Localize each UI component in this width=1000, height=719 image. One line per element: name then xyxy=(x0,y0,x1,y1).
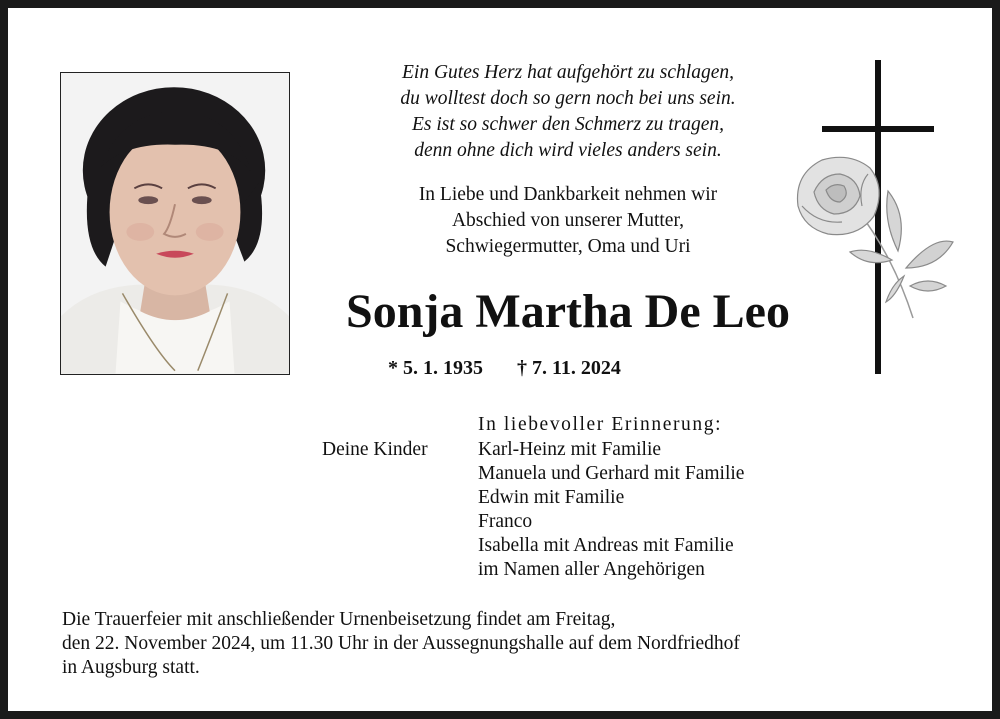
birth-date: * 5. 1. 1935 xyxy=(388,357,483,379)
service-details xyxy=(62,608,962,680)
mourners-group-label: Deine Kinder xyxy=(322,439,428,460)
life-dates xyxy=(388,354,621,382)
list-item: Isabella mit Andreas mit Familie xyxy=(478,535,734,556)
intro-line: Abschied von unserer Mutter, xyxy=(451,210,685,231)
poem xyxy=(308,60,828,164)
mourners-list xyxy=(478,438,744,582)
list-item: Franco xyxy=(478,511,533,532)
intro-line: In Liebe und Dankbarkeit nehmen wir xyxy=(418,184,718,205)
service-line: in Augsburg statt. xyxy=(62,657,200,678)
cross-with-rose xyxy=(788,56,978,378)
deceased-name: Sonja Martha De Leo xyxy=(346,285,790,338)
list-item: im Namen aller Angehörigen xyxy=(478,559,705,580)
list-item: Edwin mit Familie xyxy=(478,487,625,508)
poem-line: Ein Gutes Herz hat aufgehört zu schlagen, xyxy=(401,62,734,83)
mourners-heading: In liebevoller Erinnerung: xyxy=(478,414,723,435)
service-line: Die Trauerfeier mit anschließender Urnenbeisetzung findet am Freitag, xyxy=(62,609,616,630)
portrait-photo xyxy=(60,72,290,375)
poem-line: Es ist so schwer den Schmerz zu tragen, xyxy=(412,114,724,135)
farewell-intro xyxy=(308,182,828,260)
list-item: Manuela und Gerhard mit Familie xyxy=(478,463,745,484)
intro-line: Schwiegermutter, Oma und Uri xyxy=(445,236,691,257)
list-item: Karl-Heinz mit Familie xyxy=(478,439,662,460)
death-date: † 7. 11. 2024 xyxy=(517,357,621,379)
service-line: den 22. November 2024, um 11.30 Uhr in der Aussegnungshalle auf dem Nordfriedhof xyxy=(62,633,740,654)
poem-line: du wolltest doch so gern noch bei uns sein. xyxy=(400,88,736,109)
poem-line: denn ohne dich wird vieles anders sein. xyxy=(414,140,722,161)
